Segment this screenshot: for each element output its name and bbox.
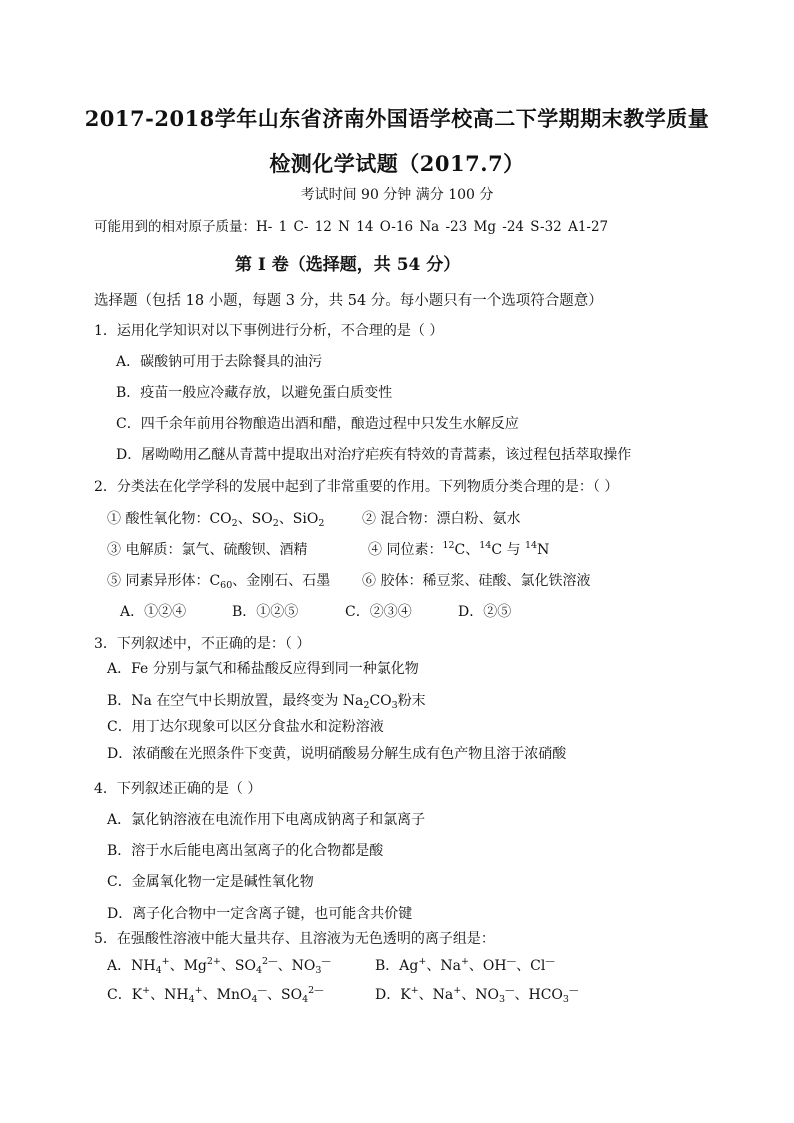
q3-option-b: B．Na 在空气中长期放置，最终变为 $Na_2CO_3$粉末 bbox=[107, 693, 426, 711]
q3-option-d: D．浓硝酸在光照条件下变黄，说明硝酸易分解生成有色产物且溶于浓硝酸 bbox=[107, 746, 567, 762]
q1-option-c: C．四千余年前用谷物酿造出酒和醋，酿造过程中只发生水解反应 bbox=[116, 416, 519, 432]
q4-option-a: A．氯化钠溶液在电流作用下电离成钠离子和氯离子 bbox=[107, 812, 426, 828]
q2-option-b: B．①②⑤ bbox=[232, 604, 299, 620]
q2-item-5: ⑤ 同素异形体：$C_{60}$、金刚石、石墨 bbox=[107, 573, 331, 591]
q5-option-a: A．$NH_4^+$、$Mg^{2+}$、$SO_4^{2—}$、$NO_3^—$ bbox=[107, 956, 331, 976]
q5-option-d: D．K+、Na+、$NO_3^—$、$HCO_3^—$ bbox=[375, 985, 579, 1005]
q4-option-c: C．金属氧化物一定是碱性氧化物 bbox=[107, 874, 314, 890]
q2-option-c: C．②③④ bbox=[345, 604, 412, 620]
q2-item-3: ③ 电解质：氯气、硫酸钡、酒精 bbox=[107, 542, 308, 558]
q2-option-d: D．②⑤ bbox=[458, 604, 512, 620]
q2-item-4: ④ 同位素：$^{12}$C、$^{14}$C 与 $^{14}$N bbox=[368, 540, 550, 558]
q1-option-b: B．疫苗一般应冷藏存放，以避免蛋白质变性 bbox=[116, 385, 393, 401]
atomic-masses: 可能用到的相对原子质量：H- 1 C- 12 N 14 O-16 Na -23 Mg -24 S-32 A1-27 bbox=[94, 219, 609, 235]
q1-option-a: A．碳酸钠可用于去除餐具的油污 bbox=[116, 354, 323, 370]
q5-stem: 5．在强酸性溶液中能大量共存、且溶液为无色透明的离子组是： bbox=[94, 931, 495, 947]
q2-item-1: ① 酸性氧化物：$CO_2$、$SO_2$、SiO$_2$ bbox=[107, 511, 325, 529]
q2-item-2: ② 混合物：漂白粉、氨水 bbox=[362, 511, 521, 527]
q4-stem: 4．下列叙述正确的是（ ） bbox=[94, 781, 262, 797]
q4-option-b: B．溶于水后能电离出氢离子的化合物都是酸 bbox=[107, 843, 384, 859]
exam-time-info: 考试时间 90 分钟 满分 100 分 bbox=[300, 187, 494, 203]
q5-option-b: B．Ag+、Na+、OH—、Cl— bbox=[375, 956, 555, 974]
q2-item-6: ⑥ 胶体：稀豆浆、硅酸、氯化铁溶液 bbox=[362, 573, 591, 589]
q1-option-d: D．屠呦呦用乙醚从青蒿中提取出对治疗疟疾有特效的青蒿素，该过程包括萃取操作 bbox=[116, 447, 632, 463]
q3-option-a: A．Fe 分别与氯气和稀盐酸反应得到同一种氯化物 bbox=[107, 661, 419, 677]
q3-option-c: C．用丁达尔现象可以区分食盐水和淀粉溶液 bbox=[107, 719, 384, 735]
exam-title-line2: 检测化学试题（2017.7） bbox=[269, 151, 525, 176]
exam-title-line1: 2017-2018学年山东省济南外国语学校高二下学期期末教学质量 bbox=[84, 106, 710, 131]
q5-option-c: C．K+、$NH_4^+$、MnO$_4$—、$SO_4^{2—}$ bbox=[107, 985, 324, 1005]
q1-stem: 1．运用化学知识对以下事例进行分析，不合理的是（ ） bbox=[94, 323, 444, 339]
q3-stem: 3．下列叙述中，不正确的是：（ ） bbox=[94, 636, 311, 652]
q2-option-a: A．①②④ bbox=[120, 604, 187, 620]
section-title: 第 I 卷（选择题，共 54 分） bbox=[235, 255, 461, 275]
q2-stem: 2．分类法在化学学科的发展中起到了非常重要的作用。下列物质分类合理的是：（ ） bbox=[94, 479, 619, 495]
section-instruction: 选择题（包括 18 小题，每题 3 分，共 54 分。每小题只有一个选项符合题意） bbox=[94, 293, 603, 309]
q4-option-d: D．离子化合物中一定含离子键，也可能含共价键 bbox=[107, 906, 413, 922]
